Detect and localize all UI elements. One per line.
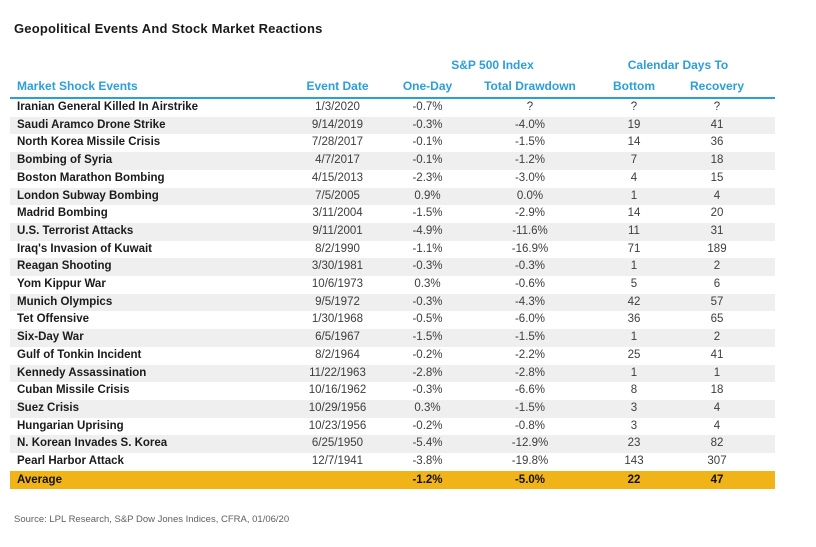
event-cell: Kennedy Assassination: [17, 366, 147, 379]
event-cell: Gulf of Tonkin Incident: [17, 348, 142, 361]
bottom-cell: 19: [627, 118, 641, 131]
date-cell: 10/16/1962: [308, 384, 367, 397]
recovery-cell: 41: [710, 348, 724, 361]
date-cell: 9/11/2001: [312, 224, 363, 237]
recovery-cell: 4: [713, 189, 721, 202]
recovery-cell: 18: [710, 154, 724, 167]
date-cell: 6/5/1967: [315, 331, 360, 344]
one-day-cell: -0.1%: [412, 136, 443, 149]
one-day-cell: -0.5%: [412, 313, 443, 326]
bottom-cell: 143: [624, 455, 644, 468]
recovery-cell: 2: [713, 331, 721, 344]
event-cell: Tet Offensive: [17, 313, 89, 326]
drawdown-cell: -19.8%: [511, 455, 549, 468]
one-day-cell: -5.4%: [412, 437, 443, 450]
bottom-cell: 1: [630, 331, 638, 344]
table-row: [10, 223, 775, 241]
bottom-cell: 71: [627, 242, 641, 255]
average-date-cell: [285, 471, 390, 490]
drawdown-cell: 0.0%: [516, 189, 544, 202]
average-drawdown-cell: -5.0%: [514, 473, 546, 486]
event-cell: Pearl Harbor Attack: [17, 455, 124, 468]
column-header-total-drawdown: Total Drawdown: [465, 74, 595, 98]
average-row: [10, 471, 775, 490]
one-day-cell: -0.7%: [412, 101, 443, 113]
bottom-cell: 5: [630, 278, 638, 291]
bottom-cell: 23: [627, 437, 641, 450]
recovery-cell: 2: [713, 260, 721, 273]
group-header-spacer: [10, 51, 390, 74]
recovery-cell: 4: [713, 419, 721, 432]
column-header-row: [10, 74, 775, 98]
event-cell: Yom Kippur War: [17, 278, 106, 291]
recovery-cell: 1: [713, 366, 721, 379]
drawdown-cell: -6.6%: [514, 384, 546, 397]
drawdown-cell: -4.3%: [514, 295, 546, 308]
one-day-cell: -4.9%: [412, 224, 443, 237]
event-cell: North Korea Missile Crisis: [17, 136, 161, 149]
recovery-cell: 82: [710, 437, 724, 450]
drawdown-cell: -0.6%: [514, 278, 546, 291]
recovery-cell: ?: [713, 101, 721, 113]
event-cell: N. Korean Invades S. Korea: [17, 437, 168, 450]
table-row: [10, 365, 775, 383]
table-row: [10, 382, 775, 400]
average-label-cell: Average: [17, 473, 62, 486]
date-cell: 10/6/1973: [311, 278, 364, 291]
page-title: Geopolitical Events And Stock Market Reactions: [14, 21, 323, 36]
table-row: [10, 170, 775, 188]
average-one-day-cell: -1.2%: [412, 473, 443, 486]
one-day-cell: -3.8%: [412, 455, 443, 468]
recovery-cell: 41: [710, 118, 724, 131]
date-cell: 10/29/1956: [308, 401, 367, 414]
one-day-cell: -1.5%: [412, 331, 443, 344]
bottom-cell: 7: [630, 154, 638, 167]
source-note: Source: LPL Research, S&P Dow Jones Indices, CFRA, 01/06/20: [14, 514, 290, 525]
one-day-cell: -0.3%: [412, 295, 443, 308]
average-recovery-cell: 47: [710, 473, 724, 486]
one-day-cell: -0.2%: [412, 419, 443, 432]
one-day-cell: -1.5%: [412, 207, 443, 220]
table-row: [10, 294, 775, 312]
event-cell: Madrid Bombing: [17, 207, 108, 220]
bottom-cell: 3: [630, 401, 638, 414]
event-cell: Six-Day War: [17, 331, 84, 344]
date-cell: 7/5/2005: [315, 189, 360, 202]
one-day-cell: -0.3%: [412, 118, 443, 131]
table-row: [10, 241, 775, 259]
recovery-cell: 15: [710, 171, 724, 184]
column-header-market-shock-events: Market Shock Events: [10, 74, 285, 98]
bottom-cell: 11: [628, 224, 640, 237]
bottom-cell: 8: [630, 384, 638, 397]
bottom-cell: ?: [630, 101, 638, 113]
drawdown-cell: -2.8%: [514, 366, 546, 379]
date-cell: 11/22/1963: [309, 366, 366, 379]
bottom-cell: 4: [630, 171, 638, 184]
date-cell: 8/2/1990: [315, 242, 360, 255]
event-cell: Cuban Missile Crisis: [17, 384, 130, 397]
date-cell: 3/11/2004: [312, 207, 363, 220]
date-cell: 12/7/1941: [311, 455, 364, 468]
recovery-cell: 31: [710, 224, 724, 237]
event-cell: Hungarian Uprising: [17, 419, 124, 432]
bottom-cell: 3: [630, 419, 638, 432]
event-cell: Saudi Aramco Drone Strike: [17, 118, 166, 131]
bottom-cell: 1: [630, 366, 638, 379]
table-row: [10, 134, 775, 152]
event-cell: Bombing of Syria: [17, 154, 113, 167]
table-row: [10, 347, 775, 365]
table-row: [10, 329, 775, 347]
date-cell: 1/30/1968: [311, 313, 364, 326]
group-header-row: [10, 51, 775, 74]
one-day-cell: -0.3%: [412, 260, 443, 273]
table-row: [10, 311, 775, 329]
drawdown-cell: -1.5%: [514, 331, 546, 344]
drawdown-cell: -16.9%: [511, 242, 549, 255]
recovery-cell: 6: [713, 278, 721, 291]
event-cell: Boston Marathon Bombing: [17, 171, 165, 184]
event-cell: Iraq's Invasion of Kuwait: [17, 242, 153, 255]
bottom-cell: 1: [630, 260, 638, 273]
group-header-calendar-days: Calendar Days To: [627, 58, 729, 72]
date-cell: 7/28/2017: [311, 136, 364, 149]
table-row: [10, 435, 775, 453]
table-row: [10, 276, 775, 294]
market-shock-table: [10, 51, 775, 489]
event-cell: U.S. Terrorist Attacks: [17, 224, 134, 237]
drawdown-cell: -6.0%: [514, 313, 546, 326]
event-cell: London Subway Bombing: [17, 189, 159, 202]
date-cell: 9/5/1972: [315, 295, 360, 308]
recovery-cell: 189: [707, 242, 727, 255]
event-cell: Munich Olympics: [17, 295, 113, 308]
date-cell: 6/25/1950: [311, 437, 364, 450]
date-cell: 4/15/2013: [311, 171, 364, 184]
recovery-cell: 36: [710, 136, 724, 149]
event-cell: Suez Crisis: [17, 401, 79, 414]
table-row: [10, 418, 775, 436]
bottom-cell: 36: [627, 313, 641, 326]
one-day-cell: 0.3%: [414, 401, 441, 414]
bottom-cell: 14: [627, 207, 641, 220]
recovery-cell: 4: [713, 401, 721, 414]
event-cell: Reagan Shooting: [17, 260, 112, 273]
one-day-cell: 0.3%: [414, 278, 441, 291]
date-cell: 4/7/2017: [315, 154, 360, 167]
table-row: [10, 400, 775, 418]
recovery-cell: 20: [710, 207, 724, 220]
drawdown-cell: -1.5%: [514, 136, 546, 149]
drawdown-cell: -2.9%: [514, 207, 546, 220]
recovery-cell: 57: [710, 295, 724, 308]
table-row: [10, 188, 775, 206]
average-bottom-cell: 22: [627, 473, 641, 486]
drawdown-cell: -3.0%: [514, 171, 546, 184]
one-day-cell: -0.1%: [412, 154, 443, 167]
one-day-cell: -2.3%: [412, 171, 443, 184]
one-day-cell: 0.9%: [414, 189, 441, 202]
one-day-cell: -0.2%: [412, 348, 443, 361]
column-header-one-day: One-Day: [390, 74, 465, 98]
column-header-recovery: Recovery: [673, 74, 775, 98]
table-row: [10, 117, 775, 135]
table-body: [10, 98, 775, 471]
table-row: [10, 205, 775, 223]
bottom-cell: 1: [630, 189, 638, 202]
table-row: [10, 453, 775, 471]
drawdown-cell: -2.2%: [514, 348, 546, 361]
date-cell: 3/30/1981: [311, 260, 364, 273]
bottom-cell: 14: [627, 136, 641, 149]
drawdown-cell: -1.5%: [514, 401, 546, 414]
table-row: [10, 152, 775, 170]
column-header-bottom: Bottom: [595, 74, 673, 98]
table-header: [10, 51, 775, 98]
drawdown-cell: ?: [526, 101, 534, 113]
drawdown-cell: -12.9%: [511, 437, 549, 450]
recovery-cell: 18: [710, 384, 724, 397]
drawdown-cell: -1.2%: [514, 154, 546, 167]
drawdown-cell: -0.8%: [514, 419, 546, 432]
column-header-event-date: Event Date: [285, 74, 390, 98]
table-row: [10, 258, 775, 276]
recovery-cell: 65: [710, 313, 724, 326]
drawdown-cell: -11.6%: [512, 224, 548, 237]
date-cell: 9/14/2019: [311, 118, 364, 131]
event-cell: Iranian General Killed In Airstrike: [17, 101, 199, 113]
bottom-cell: 42: [627, 295, 641, 308]
drawdown-cell: -4.0%: [514, 118, 546, 131]
table-row: [10, 98, 775, 117]
date-cell: 8/2/1964: [315, 348, 360, 361]
one-day-cell: -2.8%: [412, 366, 443, 379]
date-cell: 10/23/1956: [308, 419, 367, 432]
date-cell: 1/3/2020: [315, 101, 360, 113]
group-header-sp500: S&P 500 Index: [451, 58, 534, 72]
one-day-cell: -1.1%: [412, 242, 443, 255]
drawdown-cell: -0.3%: [514, 260, 546, 273]
recovery-cell: 307: [707, 455, 727, 468]
one-day-cell: -0.3%: [412, 384, 443, 397]
bottom-cell: 25: [627, 348, 641, 361]
